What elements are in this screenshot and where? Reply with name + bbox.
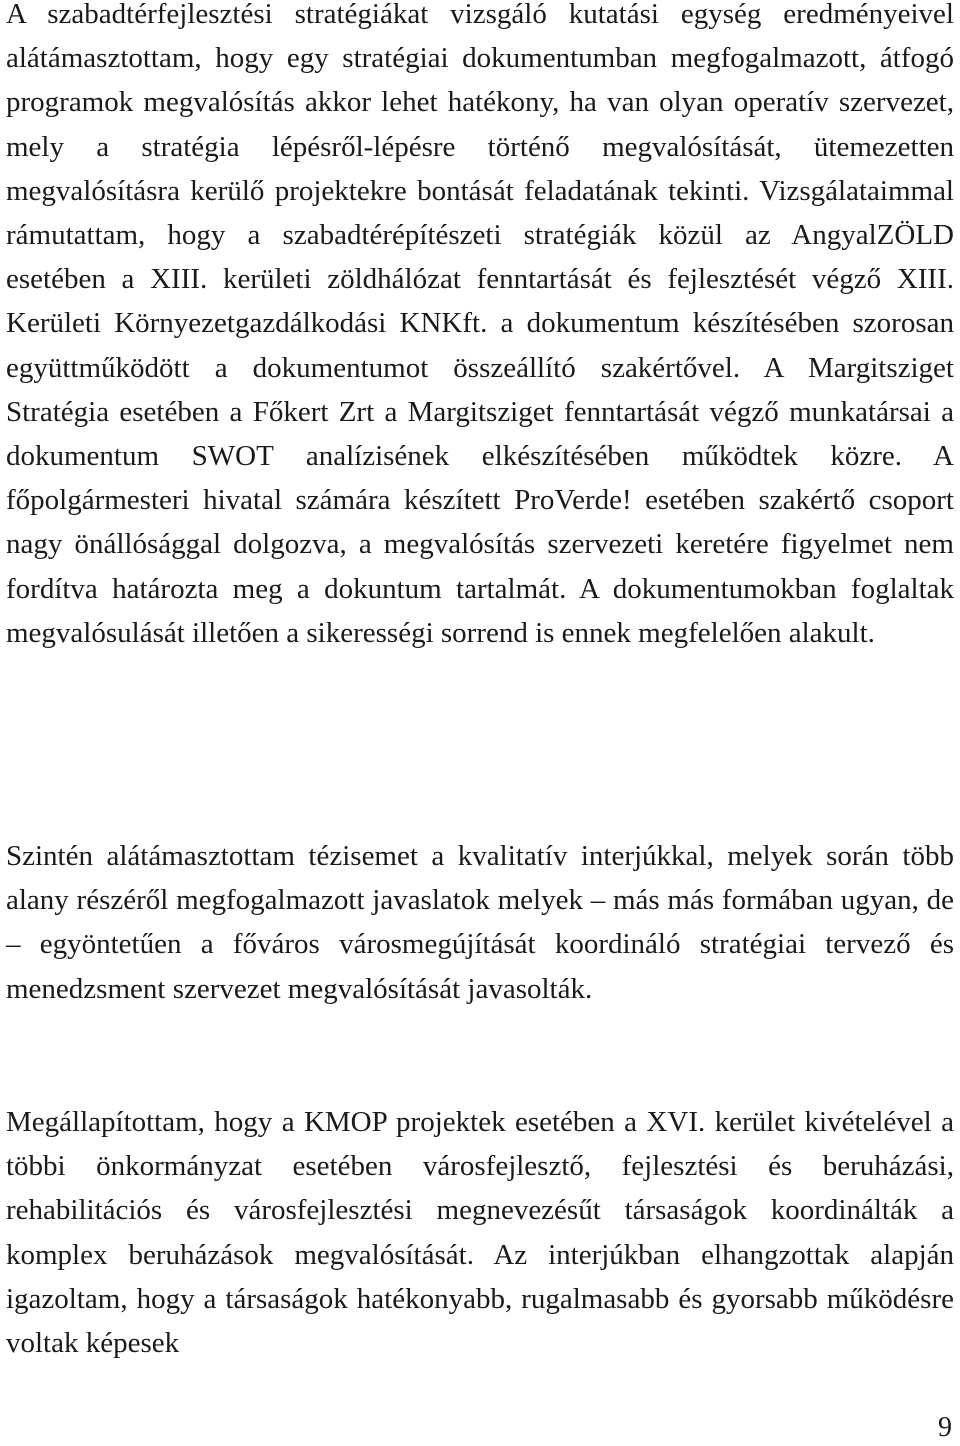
paragraph-1: A szabadtérfejlesztési stratégiákat vizsgáló kutatási egység eredményeivel alátámasztottam, hogy egy stratégiai dokumentumban megfogalmazott, átfogó programok megvalósítás akkor lehet hatékony, ha van olyan operatív szervezet, mely a stratégia lépésről-lépésre történő megvalósítását, ütemezetten megvalósításra kerülő projektekre bontását feladatának tekinti. Vizsgálataimmal rámutattam, hogy a szabadtérépítészeti stratégiák közül az AngyalZÖLD esetében a XIII. kerületi zöldhálózat fenntartását és fejlesztését végző XIII. Kerületi Környezetgazdálkodási KNKft. a dokumentum készítésében szorosan együttműködött a dokumentumot összeállító szakértővel. A Margitsziget Stratégia esetében a Főkert Zrt a Margitsziget fenntartását végző munkatársai a dokumentum SWOT analízisének elkészítésében működtek közre. A főpolgármesteri hivatal számára készített ProVerde! esetében szakértő csoport nagy önállósággal dolgozva, a megvalósítás szervezeti keretére figyelmet nem fordítva határozta meg a dokuntum tartalmát. A dokumentumokban foglaltak megvalósulását illetően a sikerességi sorrend is ennek megfelelően alakult. [6, 0, 954, 649]
paragraph-3: Megállapítottam, hogy a KMOP projektek esetében a XVI. kerület kivételével a többi önkormányzat esetében városfejlesztő, fejlesztési és beruházási, rehabilitációs és városfejlesztési megnevezésűt társaságok koordinálták a komplex beruházások megvalósítását. Az interjúkban elhangzottak alapján igazoltam, hogy a társaságok hatékonyabb, rugalmasabb és gyorsabb működésre voltak képesek [6, 1106, 954, 1360]
page-number: 9 [938, 1412, 952, 1443]
paragraph-2: Szintén alátámasztottam tézisemet a kvalitatív interjúkkal, melyek során több alany részéről megfogalmazott javaslatok melyek – más más formában ugyan, de – egyöntetűen a főváros városmegújítását koordináló stratégiai tervező és menedzsment szervezet megvalósítását javasolták. [6, 840, 954, 1005]
